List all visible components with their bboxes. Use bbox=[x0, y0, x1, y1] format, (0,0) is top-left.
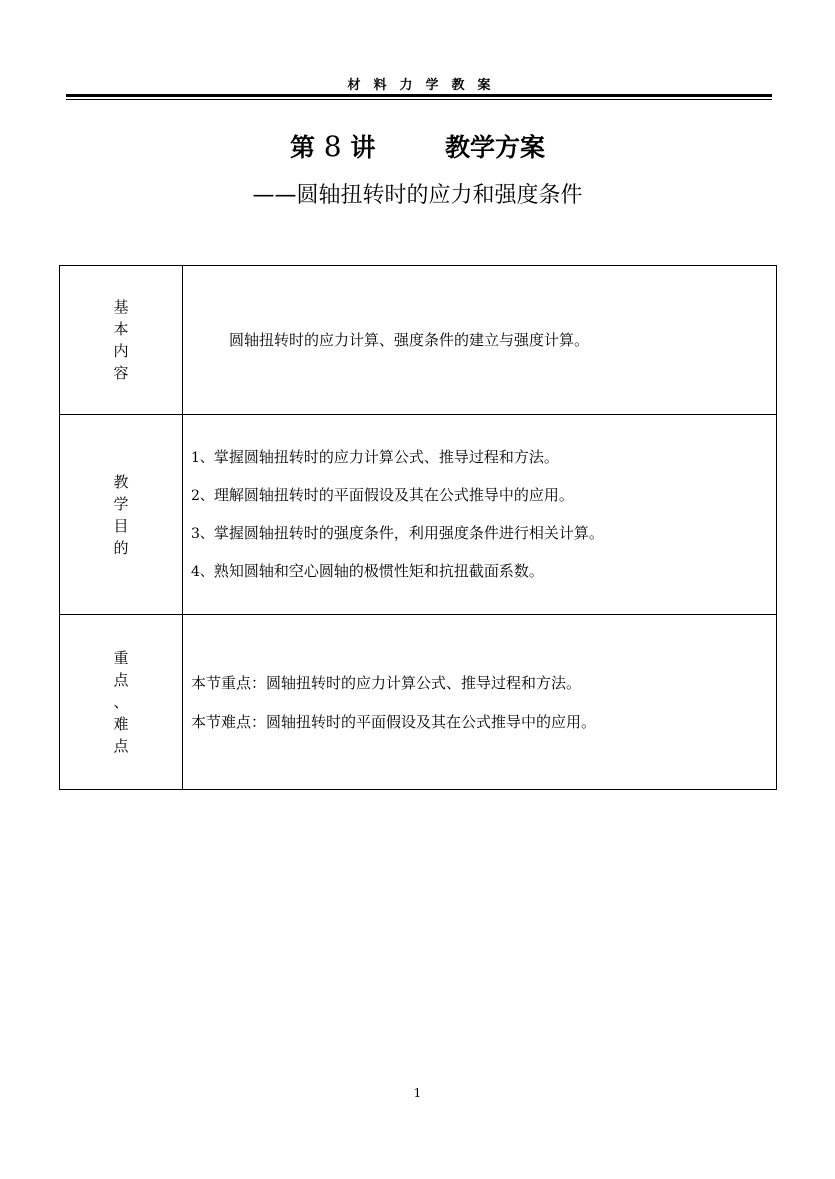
label-char: 难 bbox=[113, 715, 129, 733]
teaching-goals-row bbox=[60, 415, 777, 615]
goal-item bbox=[191, 561, 776, 582]
label-char: 学 bbox=[113, 494, 129, 513]
teaching-goals-cell bbox=[183, 415, 777, 615]
key-point-item: 本节重点：圆轴扭转时的应力计算公式、推导过程和方法。 bbox=[191, 673, 582, 692]
running-header: 材料力学教案 bbox=[347, 78, 504, 93]
basic-content-text: 圆轴扭转时的应力计算、强度条件的建立与强度计算。 bbox=[229, 331, 590, 349]
lesson-plan-table bbox=[59, 265, 777, 790]
label-char: 的 bbox=[113, 538, 129, 557]
goal-text: 熟知圆轴和空心圆轴的极惯性矩和抗扭截面系数。 bbox=[213, 562, 544, 580]
basic-content-row bbox=[60, 266, 777, 415]
difficult-point-item: 本节难点：圆轴扭转时的平面假设及其在公式推导中的应用。 bbox=[191, 712, 597, 731]
label-char: 基 bbox=[113, 298, 129, 316]
label-char: 点 bbox=[113, 737, 129, 755]
basic-content-label bbox=[60, 266, 183, 415]
key-points-label bbox=[60, 615, 183, 790]
label-char: 重 bbox=[113, 649, 129, 667]
title-prefix: 第 bbox=[290, 133, 316, 162]
key-points-row bbox=[60, 615, 777, 790]
lecture-number: 8 bbox=[323, 130, 342, 163]
goal-item bbox=[191, 447, 776, 468]
goal-number: 1、 bbox=[191, 450, 214, 466]
goal-text: 掌握圆轴扭转时的强度条件，利用强度条件进行相关计算。 bbox=[213, 524, 604, 542]
goal-number: 4、 bbox=[191, 564, 214, 580]
goal-number: 3、 bbox=[191, 526, 214, 542]
label-char: 教 bbox=[113, 472, 129, 491]
basic-content-cell bbox=[183, 266, 777, 415]
goal-item bbox=[191, 485, 776, 506]
goal-item bbox=[191, 523, 776, 544]
header-rule-thick bbox=[66, 94, 772, 97]
label-char: 内 bbox=[113, 342, 129, 360]
goal-text: 掌握圆轴扭转时的应力计算公式、推导过程和方法。 bbox=[213, 448, 559, 466]
teaching-goals-label bbox=[60, 415, 183, 615]
label-char: 目 bbox=[113, 516, 129, 535]
label-char: 、 bbox=[113, 693, 129, 711]
label-char: 容 bbox=[113, 364, 129, 382]
label-char: 点 bbox=[113, 671, 129, 689]
lecture-title bbox=[0, 128, 835, 164]
goal-text: 理解圆轴扭转时的平面假设及其在公式推导中的应用。 bbox=[213, 486, 574, 504]
goal-number: 2、 bbox=[191, 488, 214, 504]
label-char: 本 bbox=[113, 320, 129, 338]
header-rule-thin bbox=[66, 99, 772, 100]
lecture-subtitle: ——圆轴扭转时的应力和强度条件 bbox=[252, 183, 583, 208]
title-suffix: 讲 教学方案 bbox=[350, 133, 545, 162]
key-points-cell bbox=[183, 615, 777, 790]
page-number: 1 bbox=[413, 1086, 422, 1100]
